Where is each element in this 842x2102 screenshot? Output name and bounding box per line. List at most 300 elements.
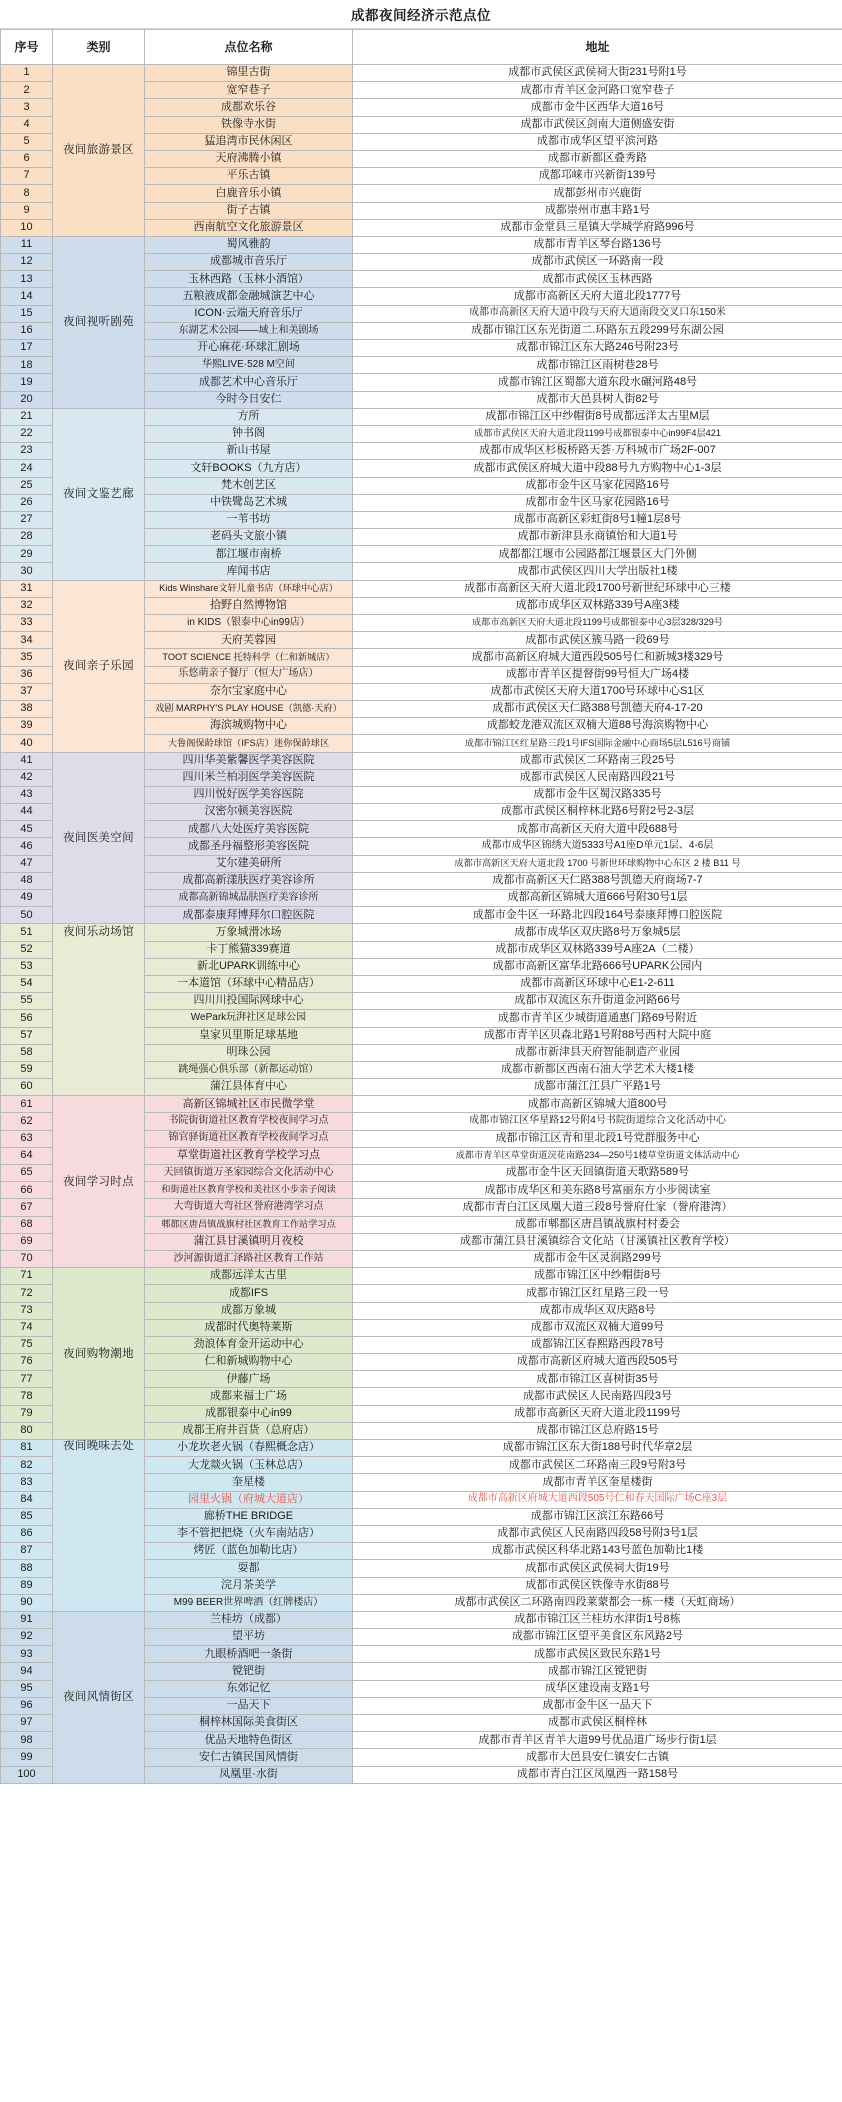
cell-index: 12 xyxy=(1,254,53,271)
cell-venue-name: 高新区锦城社区市民微学堂 xyxy=(145,1096,353,1113)
col-header-address: 地址 xyxy=(353,30,842,65)
cell-index: 87 xyxy=(1,1543,53,1560)
cell-address: 成都都江堰市公园路都江堰景区大门外侧 xyxy=(353,546,842,563)
cell-venue-name: 廊桥THE BRIDGE xyxy=(145,1508,353,1525)
cell-index: 31 xyxy=(1,580,53,597)
cell-address: 成都市武侯区天府大道1700号环球中心S1区 xyxy=(353,683,842,700)
cell-venue-name: 明珠公园 xyxy=(145,1044,353,1061)
cell-address: 成都市锦江区红星路三段一号 xyxy=(353,1285,842,1302)
table-header-row xyxy=(1,30,842,65)
cell-address: 成都市金牛区马家花园路16号 xyxy=(353,477,842,494)
cell-venue-name: 库闻书店 xyxy=(145,563,353,580)
cell-address: 成都市金牛区西华大道16号 xyxy=(353,99,842,116)
cell-index: 46 xyxy=(1,838,53,855)
cell-address: 成都市青白江区凤凰西一路158号 xyxy=(353,1766,842,1783)
cell-venue-name: 仁和新城购物中心 xyxy=(145,1354,353,1371)
cell-venue-name: Kids Winshare文轩儿童书店（环球中心店） xyxy=(145,580,353,597)
cell-venue-name: 东郊记忆 xyxy=(145,1680,353,1697)
cell-venue-name: 平乐古镇 xyxy=(145,168,353,185)
cell-venue-name: 蜀风雅韵 xyxy=(145,236,353,253)
cell-venue-name: 汉密尔顿美容医院 xyxy=(145,804,353,821)
table-row xyxy=(1,236,842,253)
cell-index: 39 xyxy=(1,718,53,735)
cell-index: 15 xyxy=(1,305,53,322)
cell-index: 20 xyxy=(1,391,53,408)
cell-category: 夜间亲子乐园 xyxy=(53,580,145,752)
cell-address: 成都市武侯区玉林西路 xyxy=(353,271,842,288)
cell-venue-name: 铁像寺水街 xyxy=(145,116,353,133)
cell-venue-name: 四川悦好医学美容医院 xyxy=(145,786,353,803)
cell-venue-name: 桐梓林国际美食街区 xyxy=(145,1715,353,1732)
cell-venue-name: 乐悠萌亲子餐厅（恒大广场店） xyxy=(145,666,353,683)
cell-venue-name: 天府沸腾小镇 xyxy=(145,150,353,167)
cell-index: 71 xyxy=(1,1268,53,1285)
cell-address: 成都市双流区双楠大道99号 xyxy=(353,1319,842,1336)
cell-venue-name: 伊藤广场 xyxy=(145,1371,353,1388)
cell-index: 50 xyxy=(1,907,53,924)
cell-index: 89 xyxy=(1,1577,53,1594)
cell-index: 25 xyxy=(1,477,53,494)
cell-address: 成都市武侯区四川大学出版社1楼 xyxy=(353,563,842,580)
cell-venue-name: 四川川投国际网球中心 xyxy=(145,993,353,1010)
cell-address: 成都市武侯区簇马路一段69号 xyxy=(353,632,842,649)
cell-venue-name: 戏剧 MARPHY'S PLAY HOUSE（凯德·天府） xyxy=(145,700,353,717)
cell-index: 43 xyxy=(1,786,53,803)
table-body xyxy=(1,65,842,1784)
cell-venue-name: 成都八大处医疗美容医院 xyxy=(145,821,353,838)
document-title-bar xyxy=(0,0,842,29)
cell-address: 成都市金牛区一品天下 xyxy=(353,1697,842,1714)
cell-category: 夜间视听剧苑 xyxy=(53,236,145,408)
cell-address: 成都市金牛区一环路北四段164号泰康拜博口腔医院 xyxy=(353,907,842,924)
cell-venue-name: in KIDS（银泰中心in99店） xyxy=(145,615,353,632)
cell-address: 成都市锦江区红星路三段1号IFS国际金融中心商场5层L516号商铺 xyxy=(353,735,842,752)
cell-venue-name: 海滨城购物中心 xyxy=(145,718,353,735)
cell-address: 成都锦江区春熙路西段78号 xyxy=(353,1336,842,1353)
cell-venue-name: 安仁古镇民国风情街 xyxy=(145,1749,353,1766)
cell-address: 成都市武侯区二环路南四段莱蒙都会一栋一楼（天虹商场） xyxy=(353,1594,842,1611)
cell-venue-name: 郫都区唐昌镇战旗村社区教育工作站学习点 xyxy=(145,1216,353,1233)
cell-index: 18 xyxy=(1,357,53,374)
cell-venue-name: 草堂街道社区教育学校学习点 xyxy=(145,1147,353,1164)
cell-index: 45 xyxy=(1,821,53,838)
table-row xyxy=(1,580,842,597)
cell-address: 成都市锦江区总府路15号 xyxy=(353,1422,842,1439)
cell-address: 成都市郫都区唐昌镇战旗村村委会 xyxy=(353,1216,842,1233)
cell-address: 成都市青羊区草堂街道浣花南路234—250号1楼草堂街道文体活动中心 xyxy=(353,1147,842,1164)
cell-address: 成都市武侯区铁像寺水街88号 xyxy=(353,1577,842,1594)
cell-venue-name: 老码头文旅小镇 xyxy=(145,529,353,546)
cell-venue-name: 优品天地特色街区 xyxy=(145,1732,353,1749)
cell-index: 30 xyxy=(1,563,53,580)
cell-address: 成都市武侯区科华北路143号蓝色加勒比1楼 xyxy=(353,1543,842,1560)
cell-index: 40 xyxy=(1,735,53,752)
cell-venue-name: M99 BEER世界啤酒（红牌楼店） xyxy=(145,1594,353,1611)
cell-address: 成都市青羊区青羊大道99号优品道广场步行街1层 xyxy=(353,1732,842,1749)
cell-venue-name: 成都艺术中心音乐厅 xyxy=(145,374,353,391)
cell-address: 成都市高新区天府大道中段与天府大道南段交叉口东150米 xyxy=(353,305,842,322)
cell-venue-name: 成都时代奥特莱斯 xyxy=(145,1319,353,1336)
cell-index: 84 xyxy=(1,1491,53,1508)
cell-index: 48 xyxy=(1,872,53,889)
cell-category: 夜间乐动场馆 xyxy=(53,924,145,1096)
cell-index: 5 xyxy=(1,133,53,150)
cell-venue-name: TOOT SCIENCE 托特科学（仁和新城店） xyxy=(145,649,353,666)
cell-address: 成都市锦江区喜树街35号 xyxy=(353,1371,842,1388)
table-row xyxy=(1,65,842,82)
cell-venue-name: 天回镇街道万圣家园综合文化活动中心 xyxy=(145,1165,353,1182)
cell-index: 56 xyxy=(1,1010,53,1027)
cell-index: 95 xyxy=(1,1680,53,1697)
cell-venue-name: 新山书屋 xyxy=(145,443,353,460)
cell-index: 1 xyxy=(1,65,53,82)
cell-address: 成都市武侯区人民南路四段21号 xyxy=(353,769,842,786)
cell-address: 成都市高新区环球中心E1-2-611 xyxy=(353,975,842,992)
cell-venue-name: 蒲江县甘溪镇明月夜校 xyxy=(145,1233,353,1250)
cell-address: 成都市武侯区二环路南三段9号附3号 xyxy=(353,1457,842,1474)
cell-address: 成都市金牛区马家花园路16号 xyxy=(353,494,842,511)
cell-venue-name: 文轩BOOKS（九方店） xyxy=(145,460,353,477)
cell-index: 24 xyxy=(1,460,53,477)
cell-address: 成都市武侯区武侯祠大街19号 xyxy=(353,1560,842,1577)
cell-index: 96 xyxy=(1,1697,53,1714)
cell-index: 100 xyxy=(1,1766,53,1783)
cell-venue-name: 五粮液成都金融城演艺中心 xyxy=(145,288,353,305)
cell-index: 44 xyxy=(1,804,53,821)
cell-address: 成都市青羊区少城街道通惠门路69号附近 xyxy=(353,1010,842,1027)
cell-address: 成都市锦江区青和里北段1号党群服务中心 xyxy=(353,1130,842,1147)
cell-address: 成都市高新区天府大道北段 1700 号新世环球购物中心东区 2 楼 B11 号 xyxy=(353,855,842,872)
cell-venue-name: 凤凰里·水街 xyxy=(145,1766,353,1783)
cell-index: 86 xyxy=(1,1525,53,1542)
cell-index: 4 xyxy=(1,116,53,133)
cell-address: 成都市金牛区蜀汉路335号 xyxy=(353,786,842,803)
cell-address: 成都市高新区天府大道北段1199号 xyxy=(353,1405,842,1422)
cell-address: 成都市青羊区琴台路136号 xyxy=(353,236,842,253)
cell-venue-name: 沙河源街道汇泽路社区教育工作站 xyxy=(145,1250,353,1267)
cell-index: 26 xyxy=(1,494,53,511)
cell-address: 成都市金牛区灵润路299号 xyxy=(353,1250,842,1267)
cell-index: 29 xyxy=(1,546,53,563)
cell-category: 夜间文鉴艺廊 xyxy=(53,408,145,580)
cell-index: 58 xyxy=(1,1044,53,1061)
cell-address: 成都市青羊区贝森北路1号附88号西村大院中庭 xyxy=(353,1027,842,1044)
cell-address: 成都市新都区西南石油大学艺术大楼1楼 xyxy=(353,1061,842,1078)
cell-address: 成都市成华区锦绣大道5333号A1座D单元1层、4-6层 xyxy=(353,838,842,855)
cell-index: 3 xyxy=(1,99,53,116)
cell-index: 70 xyxy=(1,1250,53,1267)
cell-index: 55 xyxy=(1,993,53,1010)
cell-index: 79 xyxy=(1,1405,53,1422)
cell-index: 14 xyxy=(1,288,53,305)
table-row xyxy=(1,752,842,769)
table-row xyxy=(1,1611,842,1628)
cell-address: 成都市蒲江江县广平路1号 xyxy=(353,1079,842,1096)
cell-address: 成都市高新区府城大道西段505号仁和新城3楼329号 xyxy=(353,649,842,666)
cell-index: 98 xyxy=(1,1732,53,1749)
cell-index: 68 xyxy=(1,1216,53,1233)
cell-venue-name: 一苇书坊 xyxy=(145,511,353,528)
cell-venue-name: 梵木创艺区 xyxy=(145,477,353,494)
cell-venue-name: 劲浪体育金开运动中心 xyxy=(145,1336,353,1353)
cell-venue-name: 开心麻花·环球汇剧场 xyxy=(145,340,353,357)
cell-venue-name: 奈尔宝家庭中心 xyxy=(145,683,353,700)
cell-category: 夜间旅游景区 xyxy=(53,65,145,237)
cell-venue-name: 成都远洋太古里 xyxy=(145,1268,353,1285)
cell-index: 93 xyxy=(1,1646,53,1663)
cell-index: 81 xyxy=(1,1440,53,1457)
cell-venue-name: 西南航空文化旅游景区 xyxy=(145,219,353,236)
cell-category: 夜间学习时点 xyxy=(53,1096,145,1268)
cell-address: 成都市高新区天府大道北段1700号新世纪环球中心三楼 xyxy=(353,580,842,597)
cell-venue-name: 玉林西路（玉林小酒馆） xyxy=(145,271,353,288)
cell-venue-name: 浣月茶美学 xyxy=(145,1577,353,1594)
cell-address: 成都市双流区东升街道金河路66号 xyxy=(353,993,842,1010)
cell-venue-name: 成都王府井百货（总府店） xyxy=(145,1422,353,1439)
cell-index: 21 xyxy=(1,408,53,425)
cell-address: 成都市锦江区蜀都大道东段水碾河路48号 xyxy=(353,374,842,391)
cell-venue-name: 大鲁阁保龄球馆（IFS店）迷你保龄球区 xyxy=(145,735,353,752)
cell-venue-name: 一品天下 xyxy=(145,1697,353,1714)
cell-venue-name: 奎星楼 xyxy=(145,1474,353,1491)
cell-venue-name: 华熙LIVE·528 M空间 xyxy=(145,357,353,374)
cell-venue-name: 李不管把把烧（火车南站店） xyxy=(145,1525,353,1542)
cell-address: 成都市青羊区奎星楼街 xyxy=(353,1474,842,1491)
cell-address: 成都市武侯区二环路南三段25号 xyxy=(353,752,842,769)
cell-index: 16 xyxy=(1,322,53,339)
cell-venue-name: 锦里古街 xyxy=(145,65,353,82)
cell-address: 成都市武侯区府城大道中段88号九方购物中心1-3层 xyxy=(353,460,842,477)
cell-index: 10 xyxy=(1,219,53,236)
cell-index: 73 xyxy=(1,1302,53,1319)
cell-address: 成都市新津县永商镇怡和大道1号 xyxy=(353,529,842,546)
cell-address: 成都市成华区双林路339号A座3楼 xyxy=(353,597,842,614)
cell-index: 37 xyxy=(1,683,53,700)
cell-address: 成都市大邑县安仁镇安仁古镇 xyxy=(353,1749,842,1766)
table-row xyxy=(1,408,842,425)
cell-venue-name: 拾野自然博物馆 xyxy=(145,597,353,614)
table-row xyxy=(1,1096,842,1113)
cell-index: 36 xyxy=(1,666,53,683)
cell-index: 61 xyxy=(1,1096,53,1113)
cell-address: 成都市高新区彩虹街8号1幢1层8号 xyxy=(353,511,842,528)
cell-venue-name: 书院街街道社区教育学校夜间学习点 xyxy=(145,1113,353,1130)
cell-address: 成都市成华区双庆路8号万象城5层 xyxy=(353,924,842,941)
cell-venue-name: 万象城滑冰场 xyxy=(145,924,353,941)
cell-address: 成都蛟龙港双流区双楠大道88号海滨购物中心 xyxy=(353,718,842,735)
cell-address: 成都市高新区锦城大道800号 xyxy=(353,1096,842,1113)
cell-index: 83 xyxy=(1,1474,53,1491)
cell-address: 成都市武侯区桐梓林 xyxy=(353,1715,842,1732)
cell-category: 夜间晚味去处 xyxy=(53,1440,145,1612)
cell-index: 34 xyxy=(1,632,53,649)
cell-index: 74 xyxy=(1,1319,53,1336)
cell-index: 64 xyxy=(1,1147,53,1164)
cell-index: 69 xyxy=(1,1233,53,1250)
cell-address: 成都市锦江区东大路246号附23号 xyxy=(353,340,842,357)
cell-index: 28 xyxy=(1,529,53,546)
cell-index: 97 xyxy=(1,1715,53,1732)
cell-venue-name: 烤匠（蓝色加勒比店） xyxy=(145,1543,353,1560)
cell-address: 成都市武侯区武侯祠大街231号附1号 xyxy=(353,65,842,82)
cell-venue-name: 耍都 xyxy=(145,1560,353,1577)
cell-venue-name: 兰桂坊（成都） xyxy=(145,1611,353,1628)
cell-venue-name: 成都欢乐谷 xyxy=(145,99,353,116)
cell-address: 成都市高新区天仁路388号凯德天府商场7-7 xyxy=(353,872,842,889)
cell-address: 成都彭州市兴鹿街 xyxy=(353,185,842,202)
cell-address: 成都市青羊区提督街99号恒大广场4楼 xyxy=(353,666,842,683)
cell-address: 成都市成华区望平滨河路 xyxy=(353,133,842,150)
cell-index: 35 xyxy=(1,649,53,666)
cell-index: 7 xyxy=(1,168,53,185)
cell-index: 9 xyxy=(1,202,53,219)
cell-index: 54 xyxy=(1,975,53,992)
col-header-index: 序号 xyxy=(1,30,53,65)
cell-address: 成都市青白江区凤凰大道三段8号誉府仕家（誉府港湾） xyxy=(353,1199,842,1216)
cell-address: 成华区建设南支路1号 xyxy=(353,1680,842,1697)
cell-index: 59 xyxy=(1,1061,53,1078)
cell-index: 63 xyxy=(1,1130,53,1147)
cell-index: 42 xyxy=(1,769,53,786)
cell-address: 成都市大邑县树人街82号 xyxy=(353,391,842,408)
cell-address: 成都市锦江区中纱帽街8号 xyxy=(353,1268,842,1285)
cell-index: 94 xyxy=(1,1663,53,1680)
cell-index: 77 xyxy=(1,1371,53,1388)
cell-address: 成都邛崃市兴新街139号 xyxy=(353,168,842,185)
cell-index: 92 xyxy=(1,1629,53,1646)
cell-address: 成都市高新区府城大道西段505号仁和春天国际广场C座3层 xyxy=(353,1491,842,1508)
cell-address: 成都市武侯区天仁路388号凯德天府4-17-20 xyxy=(353,700,842,717)
cell-venue-name: 成都城市音乐厅 xyxy=(145,254,353,271)
cell-address: 成都市武侯区剑南大道侧盛安街 xyxy=(353,116,842,133)
cell-address: 成都市金堂县三星镇大学城学府路996号 xyxy=(353,219,842,236)
cell-venue-name: 都江堰市南桥 xyxy=(145,546,353,563)
cell-venue-name: 四川华美紫馨医学美容医院 xyxy=(145,752,353,769)
cell-index: 19 xyxy=(1,374,53,391)
cell-venue-name: 大龙燚火锅（玉林总店） xyxy=(145,1457,353,1474)
cell-venue-name: ICON·云端天府音乐厅 xyxy=(145,305,353,322)
cell-venue-name: 跳绳强心俱乐部（新都运动馆） xyxy=(145,1061,353,1078)
cell-venue-name: 白鹿音乐小镇 xyxy=(145,185,353,202)
table-row xyxy=(1,924,842,941)
cell-venue-name: 宽窄巷子 xyxy=(145,82,353,99)
cell-index: 17 xyxy=(1,340,53,357)
cell-index: 85 xyxy=(1,1508,53,1525)
col-header-name: 点位名称 xyxy=(145,30,353,65)
cell-index: 91 xyxy=(1,1611,53,1628)
cell-address: 成都市高新区富华北路666号UPARK公园内 xyxy=(353,958,842,975)
cell-index: 65 xyxy=(1,1165,53,1182)
cell-index: 88 xyxy=(1,1560,53,1577)
cell-venue-name: 猛追湾市民休闲区 xyxy=(145,133,353,150)
cell-venue-name: 今时今日安仁 xyxy=(145,391,353,408)
page-title: 成都夜间经济示范点位 xyxy=(351,8,491,23)
cell-venue-name: 成都圣丹福整形美容医院 xyxy=(145,838,353,855)
cell-address: 成都市蒲江县甘溪镇综合文化站（甘溪镇社区教育学校） xyxy=(353,1233,842,1250)
col-header-category: 类别 xyxy=(53,30,145,65)
cell-address: 成都市成华区杉板桥路天荟·万科城市广场2F-007 xyxy=(353,443,842,460)
cell-category: 夜间购物潮地 xyxy=(53,1268,145,1440)
cell-address: 成都市高新区府城大道西段505号 xyxy=(353,1354,842,1371)
cell-index: 49 xyxy=(1,890,53,907)
cell-address: 成都市新津县天府智能制造产业园 xyxy=(353,1044,842,1061)
cell-address: 成都市成华区和美东路8号富丽东方小步阅读室 xyxy=(353,1182,842,1199)
cell-index: 51 xyxy=(1,924,53,941)
cell-index: 60 xyxy=(1,1079,53,1096)
cell-index: 67 xyxy=(1,1199,53,1216)
cell-venue-name: WePark玩湃社区足球公园 xyxy=(145,1010,353,1027)
cell-index: 57 xyxy=(1,1027,53,1044)
cell-address: 成都市锦江区镋钯街 xyxy=(353,1663,842,1680)
cell-venue-name: 卡丁熊猫339赛道 xyxy=(145,941,353,958)
cell-venue-name: 望平坊 xyxy=(145,1629,353,1646)
cell-venue-name: 成都银泰中心in99 xyxy=(145,1405,353,1422)
cell-venue-name: 锦官驿街道社区教育学校夜间学习点 xyxy=(145,1130,353,1147)
cell-venue-name: 钟书阁 xyxy=(145,425,353,442)
cell-venue-name: 中铁鹭岛艺术城 xyxy=(145,494,353,511)
table-header xyxy=(1,30,842,65)
cell-venue-name: 小龙坎老火锅（春熙概念店） xyxy=(145,1440,353,1457)
cell-address: 成都崇州市惠丰路1号 xyxy=(353,202,842,219)
cell-category: 夜间医美空间 xyxy=(53,752,145,924)
cell-index: 82 xyxy=(1,1457,53,1474)
cell-venue-name: 一本道馆（环球中心精品店） xyxy=(145,975,353,992)
cell-address: 成都市武侯区致民东路1号 xyxy=(353,1646,842,1663)
cell-address: 成都市成华区双庆路8号 xyxy=(353,1302,842,1319)
cell-venue-name: 成都高新锦城晶肤医疗美容诊所 xyxy=(145,890,353,907)
cell-index: 78 xyxy=(1,1388,53,1405)
cell-venue-name: 成都IFS xyxy=(145,1285,353,1302)
cell-index: 99 xyxy=(1,1749,53,1766)
night-economy-table xyxy=(0,29,842,1784)
cell-venue-name: 大弯街道大弯社区誉府港湾学习点 xyxy=(145,1199,353,1216)
cell-venue-name: 和街道社区教育学校和美社区小步亲子阅读 xyxy=(145,1182,353,1199)
cell-index: 76 xyxy=(1,1354,53,1371)
cell-index: 23 xyxy=(1,443,53,460)
cell-venue-name: 镋钯街 xyxy=(145,1663,353,1680)
cell-index: 41 xyxy=(1,752,53,769)
cell-venue-name: 成都来福士广场 xyxy=(145,1388,353,1405)
table-row xyxy=(1,1440,842,1457)
cell-address: 成都市武侯区人民南路四段3号 xyxy=(353,1388,842,1405)
cell-index: 75 xyxy=(1,1336,53,1353)
cell-address: 成都市高新区天府大道北段1199号成都银泰中心3层328/329号 xyxy=(353,615,842,632)
cell-index: 52 xyxy=(1,941,53,958)
cell-address: 成都市锦江区东光街道二.环路东五段299号东湖公园 xyxy=(353,322,842,339)
cell-venue-name: 新北UPARK训练中心 xyxy=(145,958,353,975)
cell-index: 38 xyxy=(1,700,53,717)
cell-index: 53 xyxy=(1,958,53,975)
cell-address: 成都市锦江区雨树巷28号 xyxy=(353,357,842,374)
cell-venue-name: 方所 xyxy=(145,408,353,425)
cell-venue-name: 皇家贝里斯足球基地 xyxy=(145,1027,353,1044)
cell-venue-name: 园里火锅（府城大道店） xyxy=(145,1491,353,1508)
table-row xyxy=(1,1268,842,1285)
cell-address: 成都市高新区天府大道北段1777号 xyxy=(353,288,842,305)
cell-address: 成都市武侯区人民南路四段58号附3号1层 xyxy=(353,1525,842,1542)
cell-venue-name: 九眼桥酒吧一条街 xyxy=(145,1646,353,1663)
cell-address: 成都市武侯区桐梓林北路6号附2号2-3层 xyxy=(353,804,842,821)
cell-index: 33 xyxy=(1,615,53,632)
cell-address: 成都市武侯区一环路南一段 xyxy=(353,254,842,271)
cell-index: 66 xyxy=(1,1182,53,1199)
cell-venue-name: 艾尔建美研所 xyxy=(145,855,353,872)
cell-index: 11 xyxy=(1,236,53,253)
cell-address: 成都市成华区双林路339号A座2A（二楼） xyxy=(353,941,842,958)
cell-category: 夜间风情街区 xyxy=(53,1611,145,1783)
cell-address: 成都市锦江区滨江东路66号 xyxy=(353,1508,842,1525)
cell-venue-name: 成都泰康拜博拜尔口腔医院 xyxy=(145,907,353,924)
